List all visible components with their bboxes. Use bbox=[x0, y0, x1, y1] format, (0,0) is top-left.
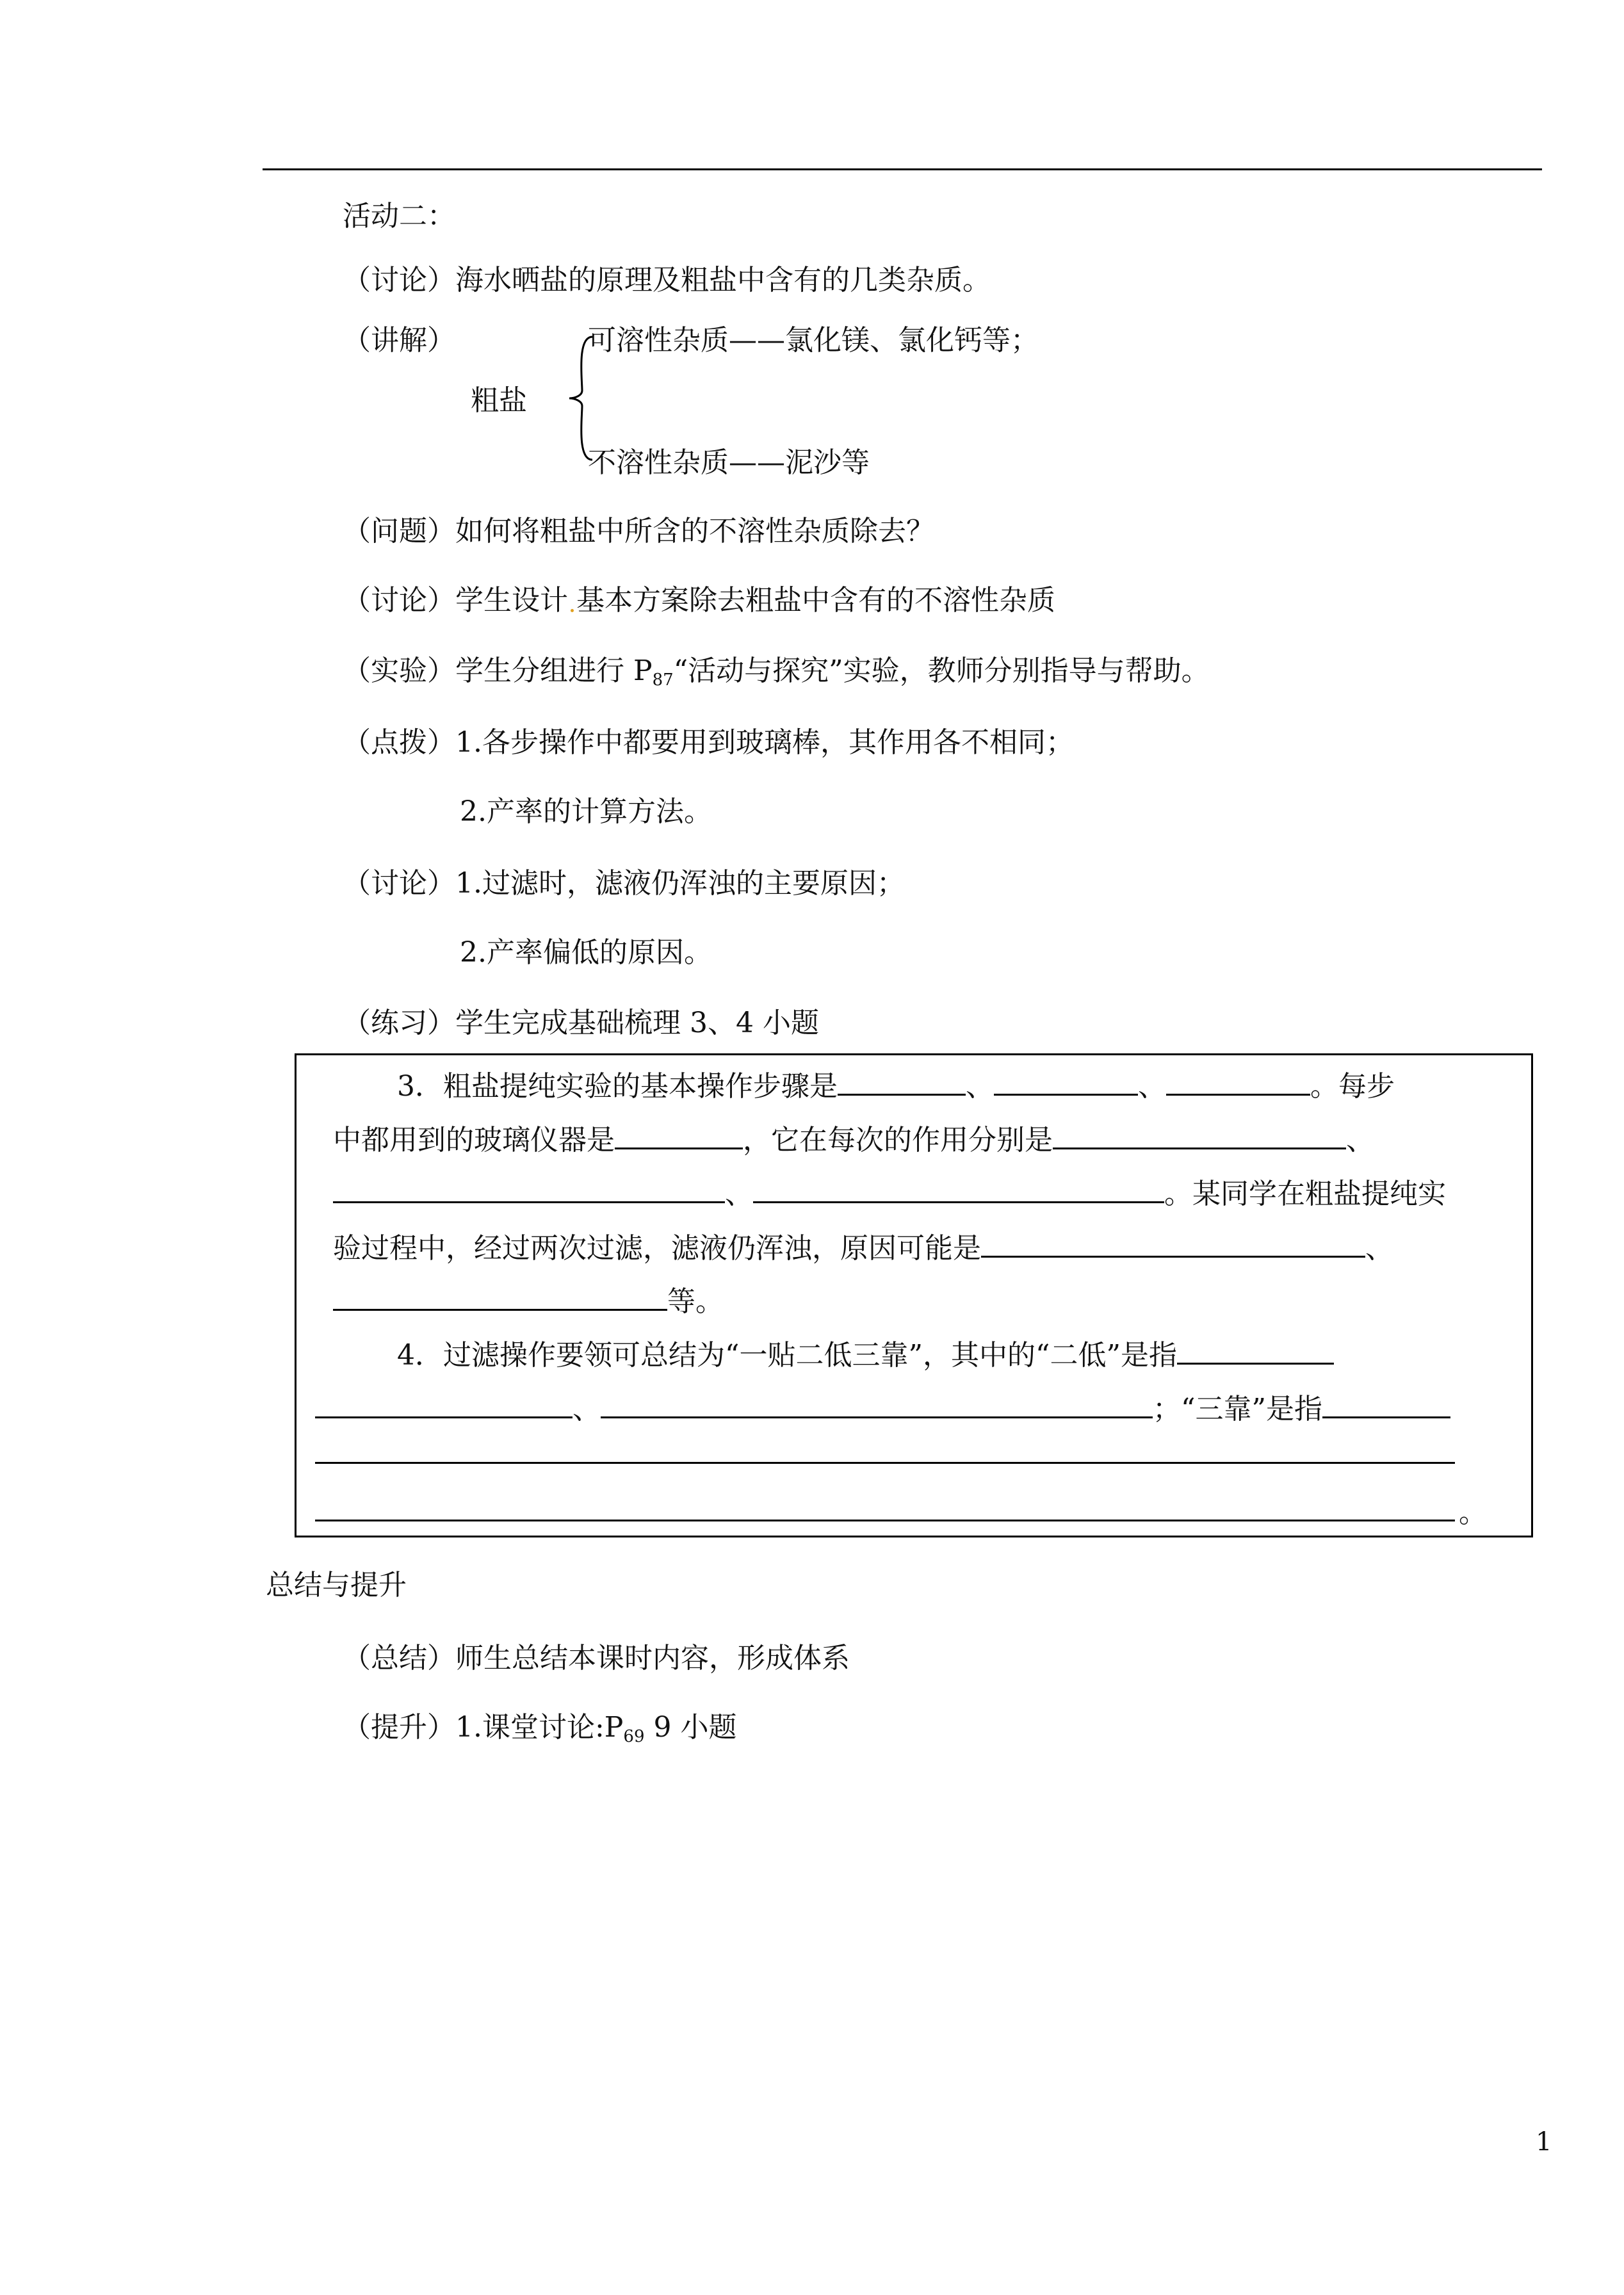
q4-line-2 bbox=[315, 1387, 1450, 1429]
q3-line-4-text: 验过程中，经过两次过滤，滤液仍浑浊，原因可能是 bbox=[333, 1232, 981, 1265]
q3-line-4-end: 、 bbox=[1365, 1232, 1393, 1265]
experiment bbox=[343, 652, 1210, 699]
q4-line-2-sep: 、 bbox=[572, 1393, 601, 1425]
experiment-page-sub: 87 bbox=[652, 670, 674, 690]
experiment-part-b: “活动与探究”实验，教师分别指导与帮助。 bbox=[673, 654, 1210, 687]
raise-part-a: （提升）1.课堂讨论:P bbox=[343, 1711, 624, 1744]
answer-blank bbox=[753, 1172, 1164, 1203]
q3-sep-1: 、 bbox=[966, 1070, 994, 1103]
activity-title: 活动二： bbox=[343, 200, 455, 232]
q4-line-1-text: 4．过滤操作要领可总结为“一贴二低三靠”，其中的“二低”是指 bbox=[397, 1339, 1177, 1372]
answer-blank bbox=[981, 1226, 1365, 1258]
discussion-2-part-b: 基本方案除去粗盐中含有的不溶性杂质 bbox=[576, 584, 1055, 617]
summary-line: （总结）师生总结本课时内容，形成体系 bbox=[343, 1642, 850, 1675]
crude-salt-label: 粗盐 bbox=[471, 384, 527, 417]
q4-end-mark: 。 bbox=[1459, 1496, 1487, 1529]
hint-2: 2.产率的计算方法。 bbox=[460, 795, 712, 828]
q3-line-2 bbox=[333, 1118, 1374, 1160]
practice: （练习）学生完成基础梳理 3、4 小题 bbox=[343, 1007, 819, 1039]
q3-line-2-text: 中都用到的玻璃仪器是 bbox=[333, 1124, 615, 1156]
q3-line-2-end: 、 bbox=[1346, 1124, 1374, 1156]
q3-line-3-end: 。某同学在粗盐提纯实 bbox=[1164, 1178, 1446, 1210]
q3-line-1 bbox=[397, 1064, 1395, 1106]
q3-line-3 bbox=[333, 1172, 1446, 1213]
answer-blank bbox=[1053, 1118, 1346, 1149]
answer-line bbox=[315, 1462, 1455, 1464]
soluble-impurities: 可溶性杂质——氯化镁、氯化钙等； bbox=[588, 324, 1039, 357]
raise-line bbox=[343, 1708, 736, 1756]
page-number: 1 bbox=[1536, 2127, 1552, 2157]
discussion-1: （讨论）海水晒盐的原理及粗盐中含有的几类杂质。 bbox=[343, 264, 991, 296]
q3-line-2-mid: ，它在每次的作用分别是 bbox=[743, 1124, 1053, 1156]
answer-line bbox=[315, 1520, 1455, 1521]
q4-line-2-end: ；“三靠”是指 bbox=[1153, 1393, 1322, 1425]
hint-1: （点拨）1.各步操作中都要用到玻璃棒，其作用各不相同； bbox=[343, 726, 1074, 759]
header-rule bbox=[263, 168, 1542, 170]
q3-line-5-end: 等。 bbox=[667, 1285, 724, 1318]
answer-blank bbox=[1322, 1387, 1450, 1418]
answer-blank bbox=[601, 1387, 1153, 1418]
answer-blank bbox=[315, 1387, 572, 1418]
question: （问题）如何将粗盐中所含的不溶性杂质除去？ bbox=[343, 515, 934, 547]
discussion-2 bbox=[343, 581, 1055, 620]
answer-blank bbox=[838, 1064, 966, 1096]
summary-title: 总结与提升 bbox=[266, 1569, 407, 1602]
answer-blank bbox=[1166, 1064, 1310, 1096]
q3-line-3-sep: 、 bbox=[725, 1178, 753, 1210]
explanation-label: （讲解） bbox=[343, 324, 455, 357]
answer-blank bbox=[333, 1172, 725, 1203]
insoluble-impurities: 不溶性杂质——泥沙等 bbox=[588, 446, 870, 479]
q3-line-1-end: 。每步 bbox=[1310, 1070, 1395, 1103]
q3-line-5 bbox=[333, 1279, 724, 1321]
answer-blank bbox=[333, 1279, 667, 1311]
raise-part-b: 9 小题 bbox=[644, 1711, 737, 1744]
q3-sep-2: 、 bbox=[1138, 1070, 1166, 1103]
raise-page-sub: 69 bbox=[623, 1727, 645, 1746]
q3-line-4 bbox=[333, 1226, 1393, 1268]
q3-line-1-text: 3．粗盐提纯实验的基本操作步骤是 bbox=[397, 1070, 838, 1103]
discussion-3-item-2: 2.产率偏低的原因。 bbox=[460, 936, 712, 969]
curly-brace-icon bbox=[567, 334, 599, 462]
answer-blank bbox=[615, 1118, 743, 1149]
experiment-part-a: （实验）学生分组进行 P bbox=[343, 654, 653, 687]
answer-blank bbox=[994, 1064, 1138, 1096]
mark-dot bbox=[571, 609, 574, 612]
q4-line-1 bbox=[397, 1333, 1334, 1375]
discussion-2-part-a: （讨论）学生设计 bbox=[343, 584, 568, 617]
discussion-3-item-1: （讨论）1.过滤时，滤液仍浑浊的主要原因； bbox=[343, 867, 905, 900]
answer-blank bbox=[1177, 1333, 1334, 1365]
